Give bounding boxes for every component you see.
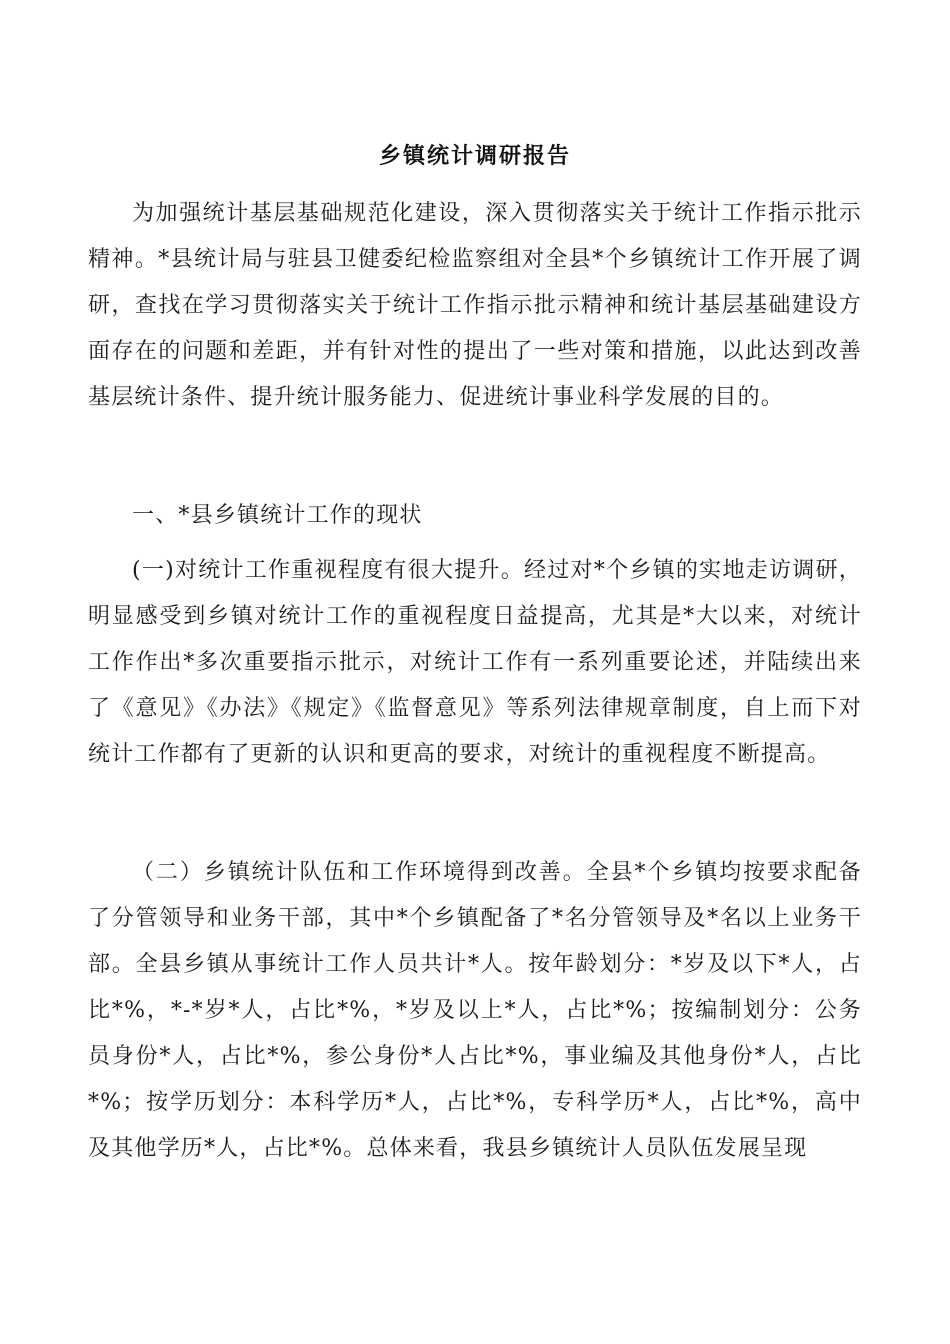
section-paragraph-1: (一)对统计工作重视程度有很大提升。经过对*个乡镇的实地走访调研，明显感受到乡镇对统计工作的重视程度日益提高，尤其是*大以来，对统计工作作出*多次重要指示批示，对统计工作有一系列重要论述，并陆续出来了《意见》《办法》《规定》《监督意见》等系列法律规章制度，自上而下对统计工作都有了更新的认识和更高的要求，对统计的重视程度不断提高。: [88, 558, 862, 767]
document-title: 乡镇统计调研报告: [378, 144, 571, 169]
section-heading: 一、*县乡镇统计工作的现状: [132, 503, 423, 528]
section-paragraph-2: （二）乡镇统计队伍和工作环境得到改善。全县*个乡镇均按要求配备了分管领导和业务干部，其中*个乡镇配备了*名分管领导及*名以上业务干部。全县乡镇从事统计工作人员共计*人。按年龄划分：*岁及以下*人，占比*%，*-*岁*人，占比*%，*岁及以上*人，占比*%；按编制划分：公务员身份*人，占比*%，参公身份*人占比*%，事业编及其他身份*人，占比*%；按学历划分：本科学历*人，占比*%，专科学历*人，占比*%，高中及其他学历*人，占比*%。总体来看，我县乡镇统计人员队伍发展呈现: [88, 860, 862, 1161]
intro-paragraph: 为加强统计基层基础规范化建设，深入贯彻落实关于统计工作指示批示精神。*县统计局与驻县卫健委纪检监察组对全县*个乡镇统计工作开展了调研，查找在学习贯彻落实关于统计工作指示批示精神和统计基层基础建设方面存在的问题和差距，并有针对性的提出了一些对策和措施，以此达到改善基层统计条件、提升统计服务能力、促进统计事业科学发展的目的。: [88, 201, 862, 410]
